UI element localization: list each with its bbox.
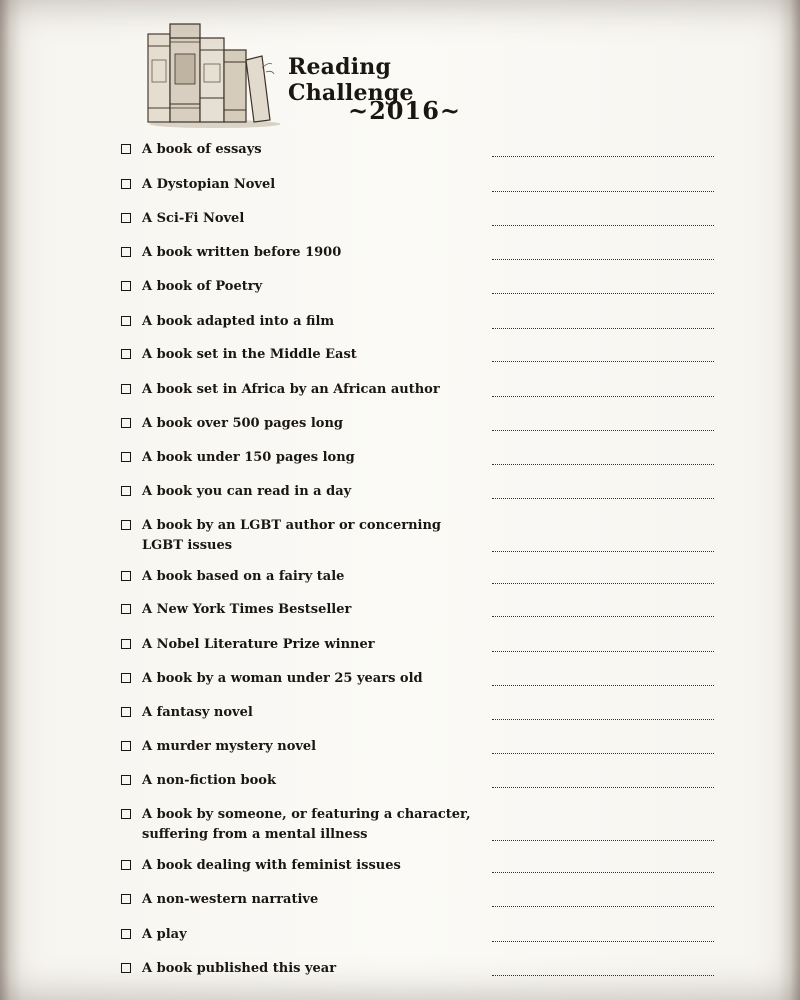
checkbox[interactable] [121,707,131,717]
write-in-line[interactable] [492,464,714,465]
write-in-line[interactable] [492,941,714,942]
checkbox[interactable] [121,452,131,462]
item-label-line-1: A Dystopian Novel [142,177,276,192]
item-label-line-1: A book dealing with feminist issues [142,858,401,873]
write-in-line[interactable] [492,498,714,499]
checkbox[interactable] [121,741,131,751]
checkbox[interactable] [121,349,131,359]
item-label [142,243,472,263]
write-in-line[interactable] [492,583,714,584]
item-label [142,414,472,434]
item-label [142,567,472,587]
item-label-line-1: A book of essays [142,142,262,157]
checkbox[interactable] [121,486,131,496]
write-in-line[interactable] [492,906,714,907]
write-in-line[interactable] [492,551,714,552]
item-label-line-1: A book set in the Middle East [142,347,357,362]
item-label [142,175,472,195]
checkbox[interactable] [121,963,131,973]
item-label-line-1: A New York Times Bestseller [142,602,352,617]
item-label-line-2: suffering from a mental illness [142,827,368,842]
item-label-line-1: A book written before 1900 [142,245,342,260]
checkbox[interactable] [121,571,131,581]
write-in-line[interactable] [492,328,714,329]
checkbox[interactable] [121,144,131,154]
item-label-line-1: A book based on a fairy tale [142,569,345,584]
write-in-line[interactable] [492,225,714,226]
write-in-line[interactable] [492,293,714,294]
item-label [142,516,472,556]
item-label [142,737,472,757]
item-label-line-1: A play [142,927,187,942]
item-label [142,890,472,910]
checkbox[interactable] [121,281,131,291]
write-in-line[interactable] [492,651,714,652]
item-label [142,805,472,845]
item-label-line-2: LGBT issues [142,538,233,553]
write-in-line[interactable] [492,787,714,788]
write-in-line[interactable] [492,840,714,841]
item-label [142,925,472,945]
item-label [142,635,472,655]
item-label [142,482,472,502]
item-label [142,600,472,620]
item-label-line-1: A book by someone, or featuring a character, [142,807,471,822]
item-label [142,669,472,689]
write-in-line[interactable] [492,361,714,362]
write-in-line[interactable] [492,719,714,720]
write-in-line[interactable] [492,872,714,873]
checkbox[interactable] [121,673,131,683]
write-in-line[interactable] [492,396,714,397]
item-label-line-1: A murder mystery novel [142,739,317,754]
item-label-line-1: A book published this year [142,961,337,976]
item-label-line-1: A book you can read in a day [142,484,352,499]
item-label-line-1: A book adapted into a film [142,314,335,329]
year-heading: ~2016~ [348,96,462,125]
item-label-line-1: A fantasy novel [142,705,253,720]
write-in-line[interactable] [492,259,714,260]
write-in-line[interactable] [492,191,714,192]
item-label [142,380,472,400]
item-label-line-1: A book over 500 pages long [142,416,343,431]
item-label-line-1: A book by a woman under 25 years old [142,671,423,686]
checkbox[interactable] [121,775,131,785]
checkbox[interactable] [121,520,131,530]
item-label [142,140,472,160]
item-label [142,448,472,468]
item-label [142,771,472,791]
item-label-line-1: A non-fiction book [142,773,276,788]
checkbox[interactable] [121,809,131,819]
checkbox[interactable] [121,179,131,189]
item-label-line-1: A Nobel Literature Prize winner [142,637,375,652]
write-in-line[interactable] [492,975,714,976]
item-label-line-1: A book under 150 pages long [142,450,355,465]
item-label-line-1: A book by an LGBT author or concerning [142,518,442,533]
item-label [142,959,472,979]
item-label [142,345,472,365]
checkbox[interactable] [121,247,131,257]
checkbox[interactable] [121,316,131,326]
checkbox[interactable] [121,929,131,939]
item-label-line-1: A non-western narrative [142,892,319,907]
item-label-line-1: A book set in Africa by an African author [142,382,440,397]
checkbox[interactable] [121,604,131,614]
item-label-line-1: A book of Poetry [142,279,263,294]
write-in-line[interactable] [492,430,714,431]
write-in-line[interactable] [492,753,714,754]
page-title: Reading Challenge [288,54,414,106]
checkbox[interactable] [121,894,131,904]
checkbox[interactable] [121,384,131,394]
checkbox[interactable] [121,860,131,870]
item-label [142,312,472,332]
checkbox[interactable] [121,639,131,649]
item-label [142,703,472,723]
item-label [142,209,472,229]
write-in-line[interactable] [492,156,714,157]
item-label [142,277,472,297]
checkbox[interactable] [121,213,131,223]
write-in-line[interactable] [492,685,714,686]
write-in-line[interactable] [492,616,714,617]
item-label [142,856,472,876]
checkbox[interactable] [121,418,131,428]
item-label-line-1: A Sci-Fi Novel [142,211,245,226]
